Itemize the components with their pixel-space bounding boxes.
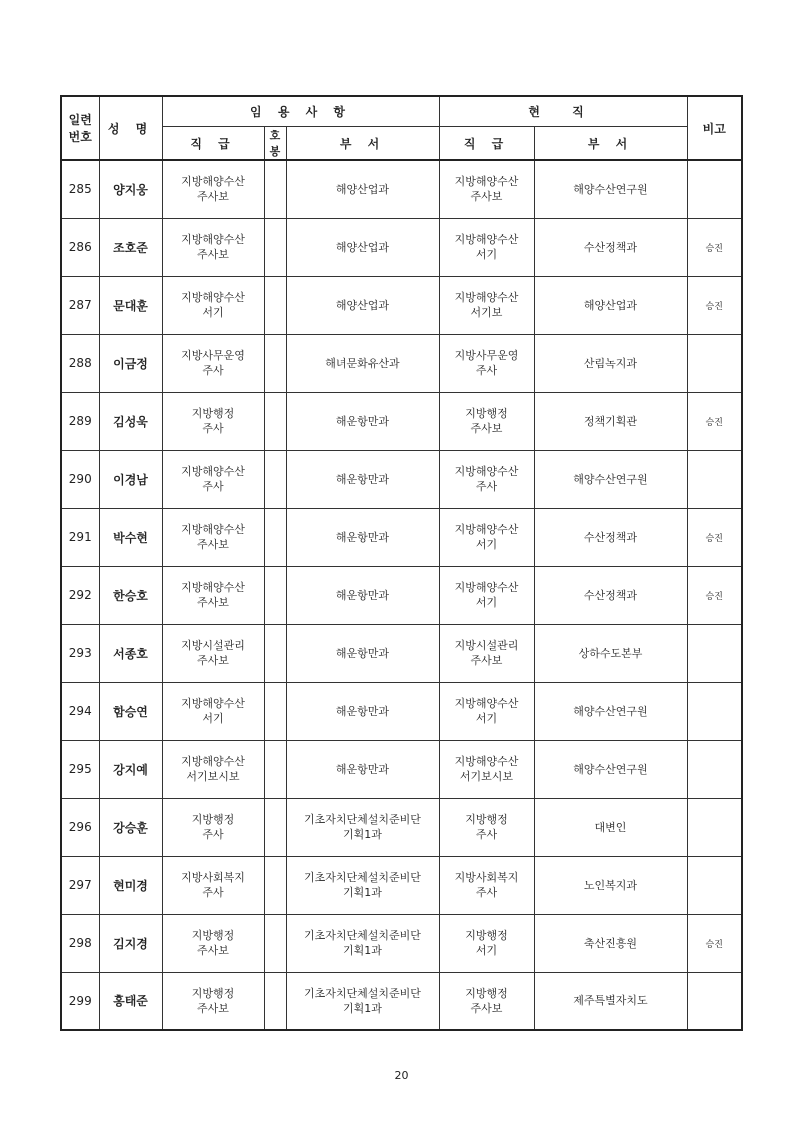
- serial-number: 287: [61, 276, 99, 334]
- serial-number: 289: [61, 392, 99, 450]
- appointment-step: [264, 218, 286, 276]
- current-grade-line: 지방해양수산: [454, 697, 519, 710]
- appointment-department-line: 기초자치단체설치준비단: [304, 929, 421, 942]
- appointment-grade: [162, 334, 264, 392]
- table-row: [61, 740, 742, 798]
- table-row: [61, 914, 742, 972]
- current-grade-line: 서기: [475, 944, 498, 957]
- current-department-line: 해양수산연구원: [573, 704, 648, 718]
- current-grade-line: 주사: [475, 886, 498, 899]
- appointment-grade: [162, 682, 264, 740]
- appointment-department: [286, 392, 439, 450]
- appointment-department: [286, 798, 439, 856]
- appointment-grade: [162, 740, 264, 798]
- appointment-department: [286, 740, 439, 798]
- remarks: 승진: [687, 218, 742, 276]
- appointment-grade: [162, 914, 264, 972]
- appointment-grade: [162, 856, 264, 914]
- current-grade: [439, 798, 534, 856]
- appointment-grade-line: 지방해양수산: [181, 233, 245, 246]
- employee-name: 조호준: [99, 218, 162, 276]
- current-grade-line: 주사: [475, 480, 498, 493]
- serial-header-line-1: 일련: [68, 113, 92, 127]
- appointment-department: [286, 218, 439, 276]
- current-department-line: 정책기획관: [583, 414, 638, 428]
- current-grade-line: 주사: [475, 364, 498, 377]
- serial-number: 298: [61, 914, 99, 972]
- current-department-line: 수산정책과: [583, 240, 638, 254]
- table-row: [61, 682, 742, 740]
- employee-name: 이경남: [99, 450, 162, 508]
- remarks: 승진: [687, 566, 742, 624]
- current-grade-line: 지방사회복지: [454, 871, 519, 884]
- current-department: [534, 334, 687, 392]
- current-department-line: 제주특별자치도: [573, 994, 648, 1008]
- table-row: [61, 218, 742, 276]
- appointment-grade-line: 지방사회복지: [181, 871, 245, 884]
- current-grade: [439, 682, 534, 740]
- appointment-grade-line: 주사보: [197, 596, 229, 609]
- page-number: 20: [394, 1069, 409, 1082]
- serial-header-line-2: 번호: [68, 130, 92, 144]
- table-row: [61, 972, 742, 1030]
- appointment-grade: [162, 798, 264, 856]
- employee-name: 문대훈: [99, 276, 162, 334]
- remarks: [687, 856, 742, 914]
- remarks: [687, 798, 742, 856]
- table-row: [61, 624, 742, 682]
- current-department-line: 산림녹지과: [583, 356, 638, 370]
- employee-name: 양지웅: [99, 160, 162, 218]
- current-grade-line: 주사보: [470, 1001, 503, 1015]
- current-department-line: 수산정책과: [583, 588, 638, 602]
- current-grade: [439, 914, 534, 972]
- appointment-department-line: 기획1과: [343, 886, 382, 899]
- appointment-department: [286, 508, 439, 566]
- current-department-line: 수산정책과: [583, 530, 638, 544]
- appointment-department: [286, 624, 439, 682]
- current-grade: [439, 450, 534, 508]
- appointment-grade: [162, 276, 264, 334]
- employee-name: 김성욱: [99, 392, 162, 450]
- appointment-grade-line: 주사보: [197, 538, 229, 551]
- remarks: 승진: [687, 914, 742, 972]
- appointment-department-line: 해양산업과: [335, 240, 390, 254]
- current-grade-line: 서기: [475, 596, 498, 609]
- serial-number: 295: [61, 740, 99, 798]
- table-row: [61, 160, 742, 218]
- appointment-department: [286, 450, 439, 508]
- appointment-department-line: 기획1과: [343, 944, 382, 957]
- table-row: [61, 334, 742, 392]
- table-row: [61, 508, 742, 566]
- serial-number: 286: [61, 218, 99, 276]
- current-grade-line: 서기: [475, 538, 498, 551]
- remarks: [687, 682, 742, 740]
- appointment-department: [286, 856, 439, 914]
- current-grade: [439, 972, 534, 1030]
- appointment-step: [264, 392, 286, 450]
- appointment-step: [264, 160, 286, 218]
- appointment-department: [286, 160, 439, 218]
- serial-number: 285: [61, 160, 99, 218]
- appointment-grade-line: 주사보: [197, 654, 229, 667]
- appointment-grade-line: 주사보: [197, 944, 229, 957]
- current-grade: [439, 334, 534, 392]
- current-department: [534, 392, 687, 450]
- appointment-grade-line: 주사: [202, 422, 224, 435]
- appointment-department-line: 기획1과: [343, 1001, 382, 1015]
- remarks: 승진: [687, 508, 742, 566]
- current-department-line: 축산진흥원: [583, 936, 638, 950]
- appointment-grade-line: 주사: [202, 828, 224, 841]
- department-header: 부 서: [286, 127, 439, 161]
- appointment-grade: [162, 160, 264, 218]
- remarks: [687, 450, 742, 508]
- current-department-line: 해양산업과: [583, 298, 638, 312]
- appointment-grade: [162, 972, 264, 1030]
- table-row: [61, 392, 742, 450]
- table-header: [61, 96, 742, 160]
- appointment-department: [286, 682, 439, 740]
- appointment-step: [264, 740, 286, 798]
- employee-name: 서종호: [99, 624, 162, 682]
- current-grade: [439, 856, 534, 914]
- serial-number: 290: [61, 450, 99, 508]
- appointment-grade-line: 지방사무운영: [181, 349, 245, 362]
- appointment-grade: [162, 450, 264, 508]
- current-grade-line: 지방행정: [465, 813, 508, 826]
- appointment-department: [286, 566, 439, 624]
- appointment-grade-line: 주사보: [197, 248, 229, 261]
- current-department: [534, 798, 687, 856]
- appointment-grade-line: 지방행정: [191, 813, 235, 826]
- appointment-step: [264, 972, 286, 1030]
- appointment-department: [286, 334, 439, 392]
- appointment-department-line: 해운항만과: [335, 414, 390, 428]
- serial-header: [61, 96, 99, 160]
- current-grade: [439, 508, 534, 566]
- current-grade-line: 지방해양수산: [454, 291, 519, 304]
- appointment-grade: [162, 624, 264, 682]
- appointment-grade-line: 지방해양수산: [181, 291, 245, 304]
- current-department: [534, 276, 687, 334]
- appointment-grade-line: 주사보: [197, 1001, 229, 1015]
- current-grade-line: 지방해양수산: [454, 523, 519, 536]
- appointment-department-line: 해녀문화유산과: [325, 356, 400, 370]
- serial-number: 291: [61, 508, 99, 566]
- grade-header: 직 급: [162, 127, 264, 161]
- serial-number: 294: [61, 682, 99, 740]
- appointment-step: [264, 914, 286, 972]
- appointment-department-line: 기초자치단체설치준비단: [304, 871, 421, 884]
- appointment-grade-line: 주사: [202, 480, 224, 493]
- current-grade-line: 지방시설관리: [454, 639, 519, 652]
- current-department-line: 해양수산연구원: [573, 762, 648, 776]
- current-department: [534, 218, 687, 276]
- appointment-grade-line: 지방해양수산: [181, 175, 245, 189]
- current-department: [534, 566, 687, 624]
- employee-name: 강지예: [99, 740, 162, 798]
- appointment-department-line: 해운항만과: [335, 646, 390, 660]
- appointment-table: [60, 95, 743, 1031]
- serial-number: 297: [61, 856, 99, 914]
- current-department: [534, 160, 687, 218]
- current-grade-line: 지방행정: [465, 407, 508, 420]
- current-grade-line: 지방행정: [465, 986, 508, 1000]
- current-department-line: 해양수산연구원: [573, 472, 648, 486]
- appointment-grade-line: 지방시설관리: [181, 639, 245, 652]
- current-grade: [439, 740, 534, 798]
- current-grade-line: 주사보: [470, 422, 503, 435]
- serial-number: 288: [61, 334, 99, 392]
- employee-name: 강승훈: [99, 798, 162, 856]
- current-grade-line: 주사보: [470, 654, 503, 667]
- current-grade-line: 지방해양수산: [454, 581, 519, 594]
- appointment-grade-line: 지방해양수산: [181, 755, 245, 768]
- employee-name: 현미경: [99, 856, 162, 914]
- current-grade-line: 지방행정: [465, 929, 508, 942]
- current-grade: [439, 624, 534, 682]
- table-row: [61, 276, 742, 334]
- current-grade-line: 주사보: [470, 190, 503, 204]
- current-grade-line: 서기: [475, 248, 498, 261]
- current-grade-line: 지방해양수산: [454, 465, 519, 478]
- appointment-grade-line: 주사: [202, 364, 224, 377]
- appointment-step: [264, 276, 286, 334]
- current-grade-line: 지방사무운영: [454, 349, 519, 362]
- current-grade: [439, 566, 534, 624]
- remarks: [687, 740, 742, 798]
- current-grade: [439, 276, 534, 334]
- appointment-department: [286, 972, 439, 1030]
- serial-number: 299: [61, 972, 99, 1030]
- current-department: [534, 682, 687, 740]
- employee-name: 함승연: [99, 682, 162, 740]
- employee-name: 김지경: [99, 914, 162, 972]
- remarks: [687, 160, 742, 218]
- appointment-step: [264, 624, 286, 682]
- appointment-step: [264, 682, 286, 740]
- appointment-department-line: 해양산업과: [335, 298, 390, 312]
- table-row: [61, 450, 742, 508]
- current-department: [534, 508, 687, 566]
- appointment-grade-line: 서기: [202, 306, 224, 319]
- appointment-grade-line: 지방해양수산: [181, 581, 245, 594]
- current-department-header: 부 서: [534, 127, 687, 161]
- remarks: 승진: [687, 392, 742, 450]
- appointment-grade-line: 서기보시보: [186, 770, 240, 783]
- appointment-department-line: 해운항만과: [335, 704, 390, 718]
- appointment-step: [264, 566, 286, 624]
- appointment-grade-line: 서기: [202, 712, 224, 725]
- serial-number: 296: [61, 798, 99, 856]
- current-grade-line: 지방해양수산: [454, 175, 519, 189]
- appointment-department-line: 기초자치단체설치준비단: [304, 813, 421, 826]
- appointment-step: [264, 334, 286, 392]
- current-department-line: 대변인: [594, 820, 627, 834]
- appointment-department: [286, 276, 439, 334]
- appointment-step: [264, 798, 286, 856]
- appointment-step: [264, 450, 286, 508]
- appointment-grade: [162, 218, 264, 276]
- appointment-department-line: 해양산업과: [335, 182, 390, 196]
- appointment-grade-line: 지방행정: [191, 407, 235, 420]
- employee-name: 홍태준: [99, 972, 162, 1030]
- current-grade-line: 서기보: [470, 306, 503, 319]
- appointment-department-line: 해운항만과: [335, 530, 390, 544]
- appointment-grade: [162, 392, 264, 450]
- current-department-line: 상하수도본부: [578, 646, 643, 660]
- current-grade: [439, 392, 534, 450]
- remarks-header: 비고: [687, 96, 742, 160]
- table-row: [61, 798, 742, 856]
- current-department: [534, 624, 687, 682]
- appointment-department: [286, 914, 439, 972]
- current-department: [534, 740, 687, 798]
- table-row: [61, 566, 742, 624]
- current-department-line: 노인복지과: [583, 878, 638, 892]
- current-department: [534, 972, 687, 1030]
- remarks: [687, 972, 742, 1030]
- current-header: 현 직: [439, 96, 687, 127]
- table-row: [61, 856, 742, 914]
- table-body: [61, 160, 742, 1030]
- current-department-line: 해양수산연구원: [573, 182, 648, 196]
- current-grade-header: 직 급: [439, 127, 534, 161]
- employee-name: 박수현: [99, 508, 162, 566]
- current-grade-line: 지방해양수산: [454, 755, 519, 768]
- serial-number: 293: [61, 624, 99, 682]
- appointment-grade-line: 지방해양수산: [181, 523, 245, 536]
- appointment-grade: [162, 566, 264, 624]
- employee-name: 이금정: [99, 334, 162, 392]
- appointment-grade-line: 지방해양수산: [181, 465, 245, 478]
- current-grade-line: 서기: [475, 712, 498, 725]
- appointment-grade-line: 지방행정: [191, 929, 235, 942]
- appointment-step: [264, 856, 286, 914]
- appointment-department-line: 기획1과: [343, 828, 382, 841]
- current-grade: [439, 160, 534, 218]
- appointment-grade: [162, 508, 264, 566]
- current-department: [534, 856, 687, 914]
- current-grade-line: 주사: [475, 828, 498, 841]
- employee-name: 한승호: [99, 566, 162, 624]
- current-department: [534, 914, 687, 972]
- current-grade: [439, 218, 534, 276]
- appointment-department-line: 해운항만과: [335, 588, 390, 602]
- remarks: [687, 334, 742, 392]
- appointment-grade-line: 지방해양수산: [181, 697, 245, 710]
- remarks: 승진: [687, 276, 742, 334]
- current-department: [534, 450, 687, 508]
- current-grade-line: 서기보시보: [459, 770, 514, 783]
- current-grade-line: 지방해양수산: [454, 233, 519, 246]
- serial-number: 292: [61, 566, 99, 624]
- name-header: 성 명: [99, 96, 162, 160]
- appointment-header: 임 용 사 항: [162, 96, 439, 127]
- remarks: [687, 624, 742, 682]
- appointment-department-line: 기초자치단체설치준비단: [304, 986, 421, 1000]
- step-header: 호봉: [264, 127, 286, 161]
- appointment-step: [264, 508, 286, 566]
- appointment-department-line: 해운항만과: [335, 472, 390, 486]
- appointment-grade-line: 주사: [202, 886, 224, 899]
- appointment-grade-line: 지방행정: [191, 986, 235, 1000]
- appointment-grade-line: 주사보: [197, 190, 229, 204]
- appointment-department-line: 해운항만과: [335, 762, 390, 776]
